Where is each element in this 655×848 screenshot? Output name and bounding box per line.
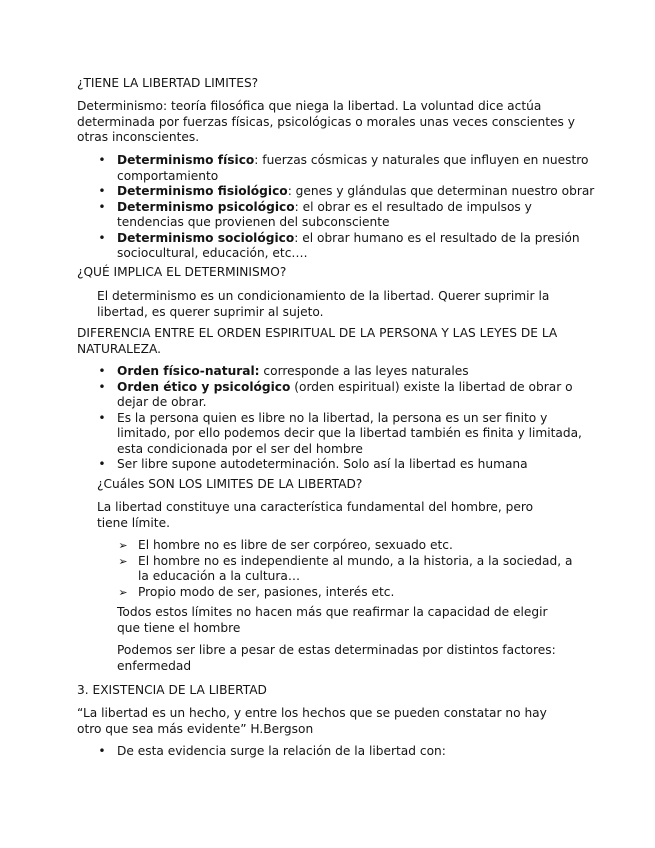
list-item	[77, 411, 587, 458]
bullet-dot: •	[98, 457, 106, 471]
description: De esta evidencia surge la relación de la libertad con:	[117, 744, 446, 758]
list-item	[77, 200, 597, 231]
limits-list	[117, 538, 577, 600]
description: : fuerzas cósmicas y naturales que influyen en nuestro comportamiento	[117, 153, 589, 183]
term: Determinismo fisiológico	[117, 184, 288, 198]
bullet-dot: •	[98, 744, 106, 758]
section-title-which-limits: ¿Cuáles SON LOS LIMITES DE LA LIBERTAD?	[97, 477, 363, 491]
evidence-list	[77, 744, 587, 760]
bullet-dot: •	[98, 153, 106, 167]
free-despite-text: Podemos ser libre a pesar de estas determinadas por distintos factores: enfermedad	[117, 643, 556, 673]
list-item	[117, 554, 577, 585]
determinism-types-list	[77, 153, 597, 262]
list-item	[117, 538, 577, 554]
bullet-dot: •	[98, 379, 106, 394]
section-title-difference: DIFERENCIA ENTRE EL ORDEN ESPIRITUAL DE LA PERSONA Y LAS LEYES DE LA NATURALEZA.	[77, 326, 558, 356]
determinism-intro: Determinismo: teoría filosófica que niega la libertad. La voluntad dice actúa determinada por fuerzas físicas, psicológicas o morales unas veces conscientes y otras inconscientes.	[77, 99, 575, 144]
reaffirm-text: Todos estos límites no hacen más que reafirmar la capacidad de elegir que tiene el hombre	[117, 605, 548, 635]
term: Determinismo sociológico	[117, 230, 295, 245]
description: Ser libre supone autodeterminación. Solo así la libertad es humana	[117, 457, 528, 471]
list-item	[77, 364, 587, 380]
section-title-existence: 3. EXISTENCIA DE LA LIBERTAD	[77, 683, 267, 697]
bullet-dot: •	[98, 410, 106, 425]
list-item	[77, 184, 597, 200]
description: : el obrar humano es el resultado de la presión sociocultural, educación, etc….	[117, 230, 580, 260]
list-item	[77, 380, 587, 411]
term: Determinismo físico	[117, 153, 255, 167]
list-item	[77, 153, 597, 184]
difference-list	[77, 364, 587, 473]
description: : el obrar es el resultado de impulsos y tendencias que provienen del subconsciente	[117, 199, 532, 229]
description: (orden espiritual) existe la libertad de obrar o dejar de obrar.	[117, 379, 573, 409]
bullet-dot: •	[98, 230, 106, 245]
bullet-dot: •	[98, 364, 106, 378]
bergson-quote: “La libertad es un hecho, y entre los hechos que se pueden constatar no hay otro que sea más evidente” H.Bergson	[77, 706, 547, 736]
description: Propio modo de ser, pasiones, interés etc.	[138, 584, 395, 599]
arrow-bullet-icon: ➢	[118, 585, 128, 599]
term: Orden físico-natural:	[117, 364, 260, 378]
arrow-bullet-icon: ➢	[118, 539, 128, 552]
bullet-dot: •	[98, 184, 106, 198]
implies-text: El determinismo es un condicionamiento de la libertad. Querer suprimir la libertad, es querer suprimir al sujeto.	[97, 289, 550, 319]
arrow-bullet-icon: ➢	[118, 554, 128, 568]
bullet-dot: •	[98, 199, 106, 214]
description: Es la persona quien es libre no la libertad, la persona es un ser finito y limitado, por ello podemos decir que la libertad también es finita y limitada, esta condicionada por el ser del hombre	[117, 410, 582, 456]
section-title-limits: ¿TIENE LA LIBERTAD LIMITES?	[77, 76, 259, 90]
section-title-implies: ¿QUÉ IMPLICA EL DETERMINISMO?	[77, 265, 287, 279]
which-limits-text: La libertad constituye una característica fundamental del hombre, pero tiene límite.	[97, 500, 534, 530]
list-item	[77, 744, 587, 760]
description: : genes y glándulas que determinan nuestro obrar	[287, 184, 595, 198]
description: El hombre no es independiente al mundo, a la historia, a la sociedad, a la educación a la cultura…	[138, 553, 573, 583]
list-item	[77, 231, 597, 262]
list-item	[117, 585, 577, 601]
list-item	[77, 457, 587, 473]
term: Determinismo psicológico	[117, 199, 295, 214]
description: corresponde a las leyes naturales	[259, 364, 469, 378]
term: Orden ético y psicológico	[117, 379, 291, 394]
description: El hombre no es libre de ser corpóreo, sexuado etc.	[138, 538, 453, 552]
